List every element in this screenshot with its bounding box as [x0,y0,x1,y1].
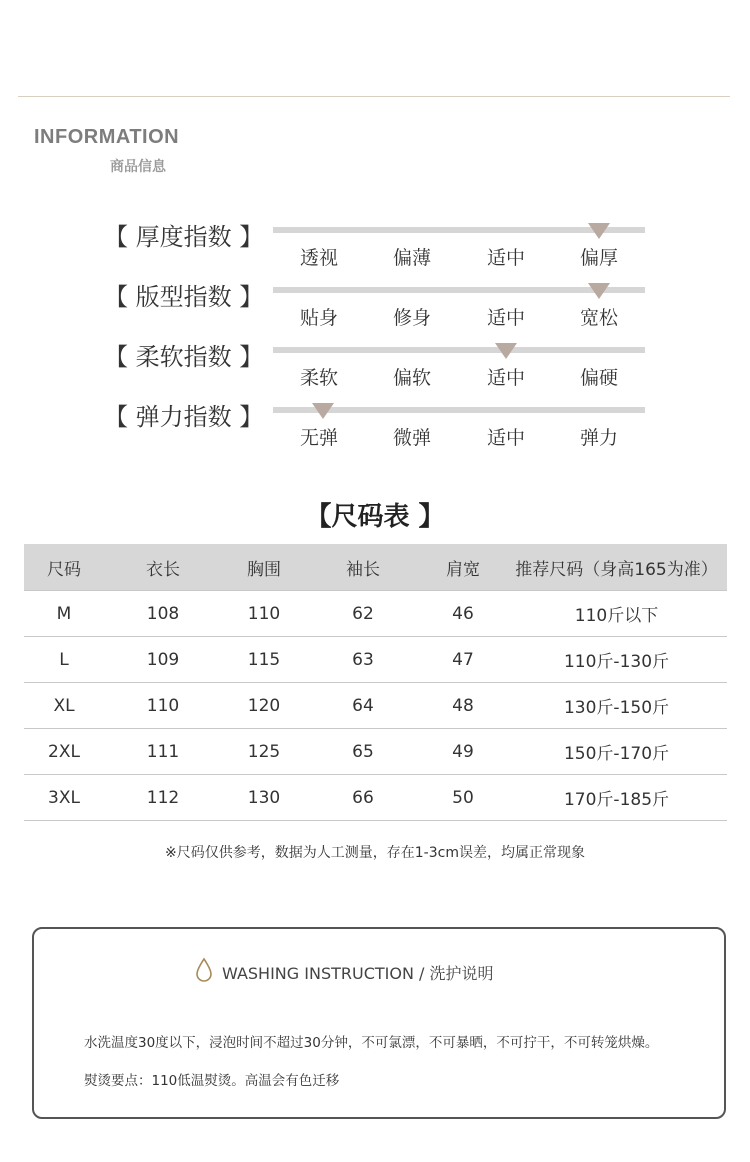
size-cell: 48 [420,683,506,729]
size-header-cell: 肩宽 [420,544,506,591]
size-cell: 109 [104,637,222,683]
size-cell: 49 [420,729,506,775]
size-cell: 120 [222,683,306,729]
water-drop-icon [194,957,214,983]
washing-instruction-box [32,927,726,1119]
index-row [0,403,750,467]
table-row [24,591,727,637]
size-cell: 125 [222,729,306,775]
index-option: 柔软 [299,367,338,389]
size-cell: 3XL [24,775,104,821]
index-option: 适中 [486,367,525,389]
size-cell: 115 [222,637,306,683]
size-table-header [24,544,727,591]
size-cell: 62 [306,591,420,637]
size-cell: 63 [306,637,420,683]
table-row [24,683,727,729]
size-cell: 46 [420,591,506,637]
index-option: 适中 [486,247,525,269]
index-bar [273,347,645,353]
size-cell: 130斤-150斤 [506,683,727,729]
index-option: 偏硬 [579,367,618,389]
washing-line-2: 熨烫要点：110低温熨烫。高温会有色迁移 [84,1073,340,1089]
index-option: 透视 [299,247,338,269]
index-label: 【 柔软指数 】 [104,343,264,371]
size-header-cell: 衣长 [104,544,222,591]
index-option: 微弹 [392,427,431,449]
index-option: 贴身 [299,307,338,329]
index-label: 【 厚度指数 】 [104,223,264,251]
index-option: 宽松 [579,307,618,329]
size-cell: 111 [104,729,222,775]
index-option: 适中 [486,307,525,329]
index-option: 弹力 [579,427,618,449]
size-cell: XL [24,683,104,729]
table-row [24,637,727,683]
size-cell: 64 [306,683,420,729]
index-marker [495,343,517,359]
index-option: 偏薄 [392,247,431,269]
size-header-cell: 胸围 [222,544,306,591]
washing-heading-wrap [222,961,494,984]
size-cell: 110 [104,683,222,729]
table-row [24,775,727,821]
size-cell: M [24,591,104,637]
size-cell: 170斤-185斤 [506,775,727,821]
index-marker [588,283,610,299]
index-marker [588,223,610,239]
size-cell: 110斤以下 [506,591,727,637]
index-option: 适中 [486,427,525,449]
info-title: INFORMATION [34,126,180,148]
size-cell: 66 [306,775,420,821]
index-marker [312,403,334,419]
size-cell: 108 [104,591,222,637]
size-header-cell: 推荐尺码（身高165为准） [506,544,727,591]
index-option: 无弹 [299,427,338,449]
size-chart-title: 【尺码表 】 [305,502,445,532]
washing-line-1: 水洗温度30度以下，浸泡时间不超过30分钟，不可氯漂，不可暴晒，不可拧干，不可转笼烘燥。 [84,1035,659,1051]
size-cell: 110斤-130斤 [506,637,727,683]
index-option: 偏软 [392,367,431,389]
size-cell: L [24,637,104,683]
top-divider [18,96,730,97]
index-option: 修身 [392,307,431,329]
index-label: 【 版型指数 】 [104,283,264,311]
size-cell: 110 [222,591,306,637]
size-cell: 150斤-170斤 [506,729,727,775]
washing-heading: WASHING INSTRUCTION / 洗护说明 [222,964,494,983]
size-header-cell: 尺码 [24,544,104,591]
size-note: ※尺码仅供参考，数据为人工测量，存在1-3cm误差，均属正常现象 [165,845,585,861]
size-cell: 50 [420,775,506,821]
size-cell: 112 [104,775,222,821]
size-cell: 130 [222,775,306,821]
table-row [24,729,727,775]
size-cell: 47 [420,637,506,683]
size-cell: 2XL [24,729,104,775]
size-header-cell: 袖长 [306,544,420,591]
size-cell: 65 [306,729,420,775]
size-table [24,544,727,821]
index-label: 【 弹力指数 】 [104,403,264,431]
index-option: 偏厚 [579,247,618,269]
info-subtitle: 商品信息 [110,159,166,175]
